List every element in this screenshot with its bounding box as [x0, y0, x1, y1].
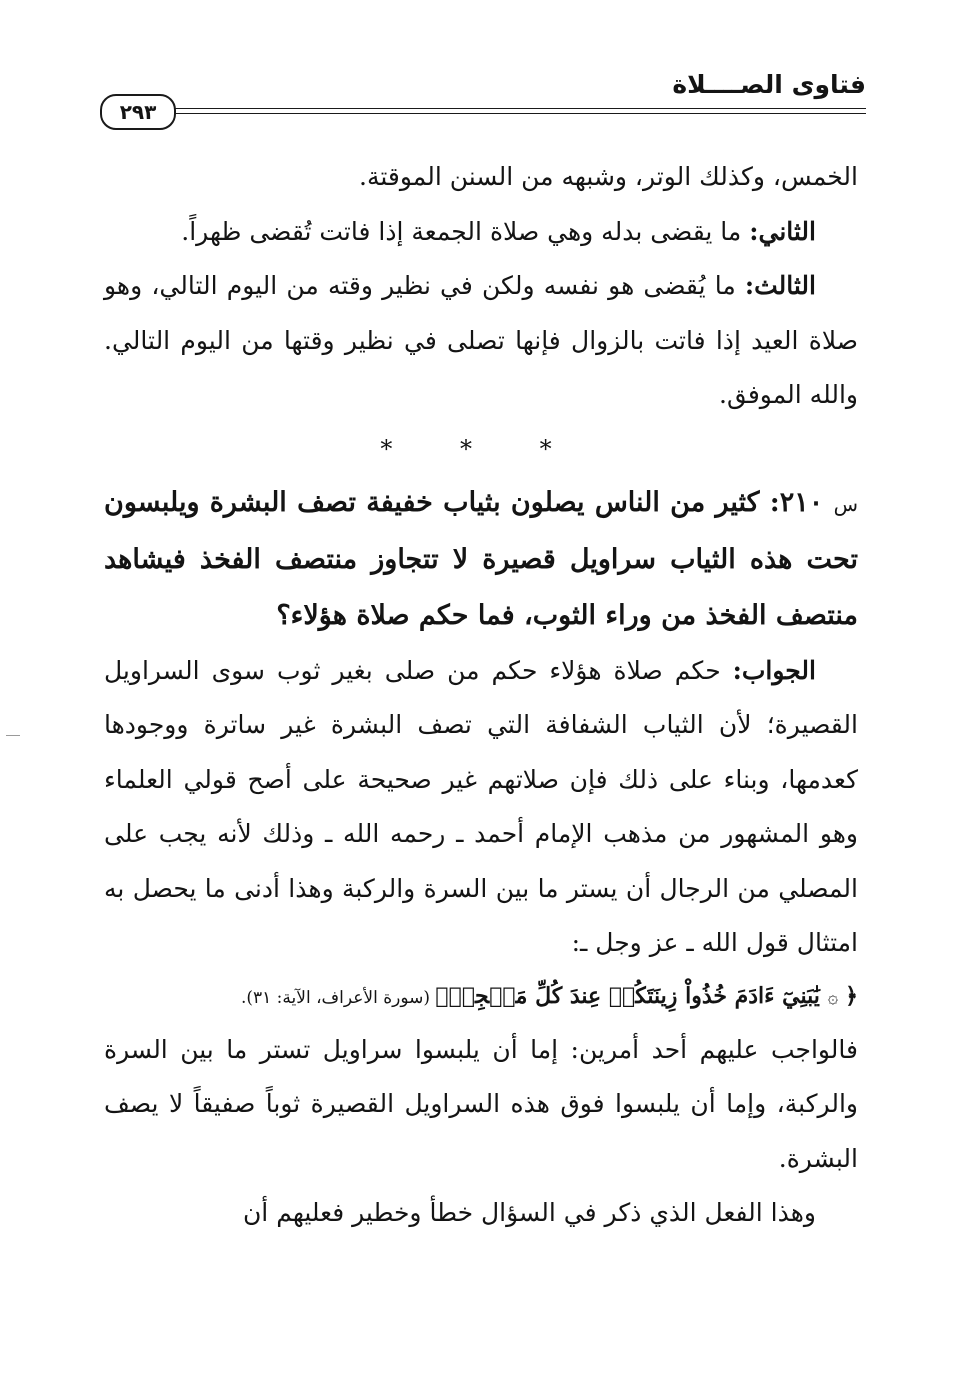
- answer-lead: الجواب:: [732, 655, 816, 685]
- paragraph-text-second: ما يقضى بدله وهي صلاة الجمعة إذا فاتت تُقضى ظهراً.: [181, 216, 750, 246]
- page-number-badge: ٢٩٣: [100, 94, 176, 130]
- quran-citation: [104, 971, 858, 1023]
- header-double-rule: [170, 108, 866, 114]
- quran-verse: يَٰبَنِيٓ ءَادَمَ خُذُواْ زِينَتَكُمۡ عِندَ كُلِّ مَسۡجِدٖ: [448, 982, 828, 1009]
- fatwa-answer: [104, 644, 858, 971]
- fatwa-question: [104, 475, 858, 644]
- paragraph-lead-third: الثالث:: [744, 271, 816, 300]
- question-text: كثير من الناس يصلون بثياب خفيفة تصف البشرة ويلبسون تحت هذه الثياب سراويل قصيرة لا تتجاوز منتصف الفخذ فيشاهد منتصف الفخذ من وراء الثوب، فما حكم صلاة هؤلاء؟: [104, 486, 858, 631]
- paragraph-third-type: [104, 259, 858, 423]
- paragraph-text-third: ما يُقضى هو نفسه ولكن في نظير وقته من اليوم التالي، وهو صلاة العيد إذا فاتت بالزوال فإنها تصلى في نظير وقتها من اليوم التالي. والله الموفق.: [104, 271, 858, 409]
- paragraph-obligation: فالواجب عليهم أحد أمرين: إما أن يلبسوا سراويل تستر ما بين السرة والركبة، وإما أن يلبسوا فوق هذه السراويل القصيرة ثوباً صفيقاً لا يصف البشرة.: [104, 1034, 858, 1173]
- section-separator: * * *: [380, 434, 582, 463]
- page-body: [104, 150, 858, 1241]
- scan-artifact: [6, 735, 20, 736]
- quran-reference: (سورة الأعراف، الآية: ٣١).: [240, 987, 436, 1008]
- quran-open-bracket: ﴿: [845, 982, 858, 1009]
- rub-el-hizb-icon: ۞: [827, 986, 839, 1008]
- paragraph-second-type: [104, 205, 858, 260]
- question-marker: س: [833, 491, 858, 516]
- paragraph-lead-second: الثاني:: [749, 216, 816, 246]
- quran-close-bracket: ﴾: [435, 982, 449, 1009]
- paragraph-continuation: الخمس، وكذلك الوتر، وشبهه من السنن الموقتة.: [359, 162, 858, 191]
- running-header-title: فتاوى الصــــلاة: [672, 70, 866, 99]
- paragraph-closing: وهذا الفعل الذي ذكر في السؤال خطأ وخطير فعليهم أن: [242, 1198, 816, 1227]
- question-number: ٢١٠:: [769, 486, 824, 518]
- answer-text: حكم صلاة هؤلاء حكم من صلى بغير ثوب سوى السراويل القصيرة؛ لأن الثياب الشفافة التي تصف البشرة غير ساترة ووجودها كعدمها، وبناء على ذلك فإن صلاتهم غير صحيحة على أصح قولي العلماء وهو المشهور من مذهب الإمام أحمد ـ رحمه الله ـ وذلك لأنه يجب على المصلي من الرجال أن يستر ما بين السرة والركبة وهذا أدنى ما يحصل به امتثال قول الله ـ عز وجل ـ:: [104, 655, 858, 957]
